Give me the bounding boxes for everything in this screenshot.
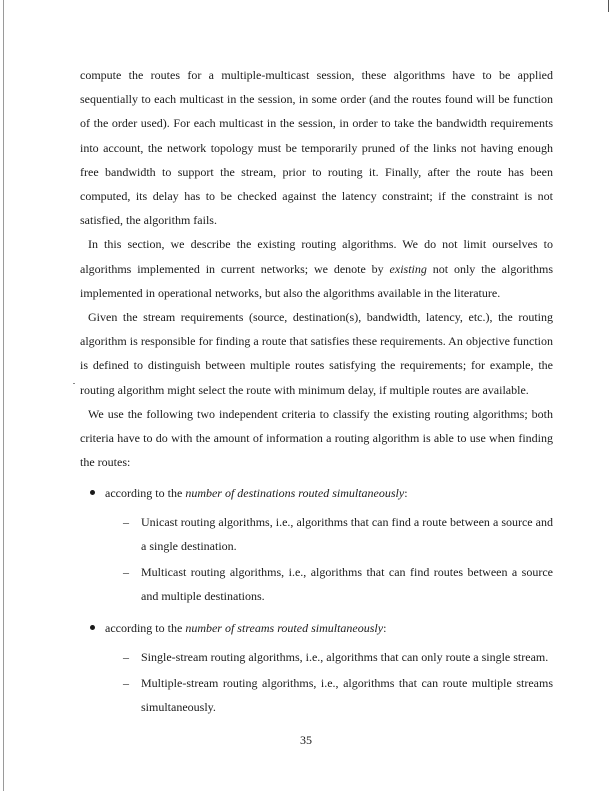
criterion-prefix: according to the <box>105 486 186 501</box>
criteria-list <box>80 481 553 719</box>
dash-icon: – <box>123 675 129 690</box>
list-item-text: Single-stream routing algorithms, i.e., algorithms that can only route a single stream. <box>141 649 549 664</box>
page-number: 35 <box>300 733 312 747</box>
criterion-streams-sublist <box>105 645 553 720</box>
criterion-streams <box>80 616 553 719</box>
list-item-single-stream <box>105 645 553 669</box>
criterion-emph: number of destinations routed simultaneously <box>185 486 405 501</box>
scan-speck <box>73 383 75 384</box>
dash-icon: – <box>123 514 129 529</box>
criterion-destinations-sublist <box>105 510 553 609</box>
scan-edge-left <box>3 0 4 791</box>
criterion-suffix: : <box>404 486 408 501</box>
dash-icon: – <box>123 565 129 580</box>
scan-edge-right <box>608 0 609 12</box>
criterion-emph: number of streams routed simultaneously <box>185 621 384 636</box>
criterion-destinations <box>80 481 553 608</box>
dash-icon: – <box>123 649 129 664</box>
paragraph-2-after: not only the algorithms implemented in operational networks, but also the algorithms available in the literature. <box>80 261 554 300</box>
paragraph-2-emph: existing <box>389 261 427 276</box>
criterion-prefix: according to the <box>105 621 186 636</box>
list-item-multicast <box>105 560 553 608</box>
criterion-suffix: : <box>383 621 387 636</box>
body-text <box>80 63 553 727</box>
bullet-icon <box>90 625 95 630</box>
paragraph-3: Given the stream requirements (source, destination(s), bandwidth, latency, etc.), the routing algorithm is responsible for finding a route that satisfies these requirements. An objective function is defined to distinguish between multiple routes satisfying the requirements; for example, the routing algorithm might select the route with minimum delay, if multiple routes are available. <box>80 310 553 397</box>
list-item-text: Multicast routing algorithms, i.e., algorithms that can find routes between a source and multiple destinations. <box>141 565 553 604</box>
paragraph-2 <box>80 232 553 305</box>
paragraph-2-before: In this section, we describe the existing routing algorithms. We do not limit ourselves to algorithms implemented in current networks; we denote by <box>80 237 553 276</box>
list-item-unicast <box>105 510 553 558</box>
paragraph-1: compute the routes for a multiple-multicast session, these algorithms have to be applied sequentially to each multicast in the session, in some order (and the routes found will be function of the order used). For each multicast in the session, in order to take the bandwidth requirements into account, the network topology must be temporarily pruned of the links not having enough free bandwidth to support the stream, prior to routing it. Finally, after the route has been computed, its delay has to be checked against the latency constraint; if the constraint is not satisfied, the algorithm fails. <box>80 68 553 228</box>
list-item-text: Multiple-stream routing algorithms, i.e., algorithms that can route multiple streams simultaneously. <box>141 675 553 715</box>
paragraph-4: We use the following two independent criteria to classify the existing routing algorithms; both criteria have to do with the amount of information a routing algorithm is able to use when finding the routes: <box>80 406 553 470</box>
list-item-multiple-stream <box>105 671 553 719</box>
list-item-text: Unicast routing algorithms, i.e., algorithms that can find a route between a source and a single destination. <box>141 514 553 553</box>
bullet-icon <box>90 490 95 495</box>
